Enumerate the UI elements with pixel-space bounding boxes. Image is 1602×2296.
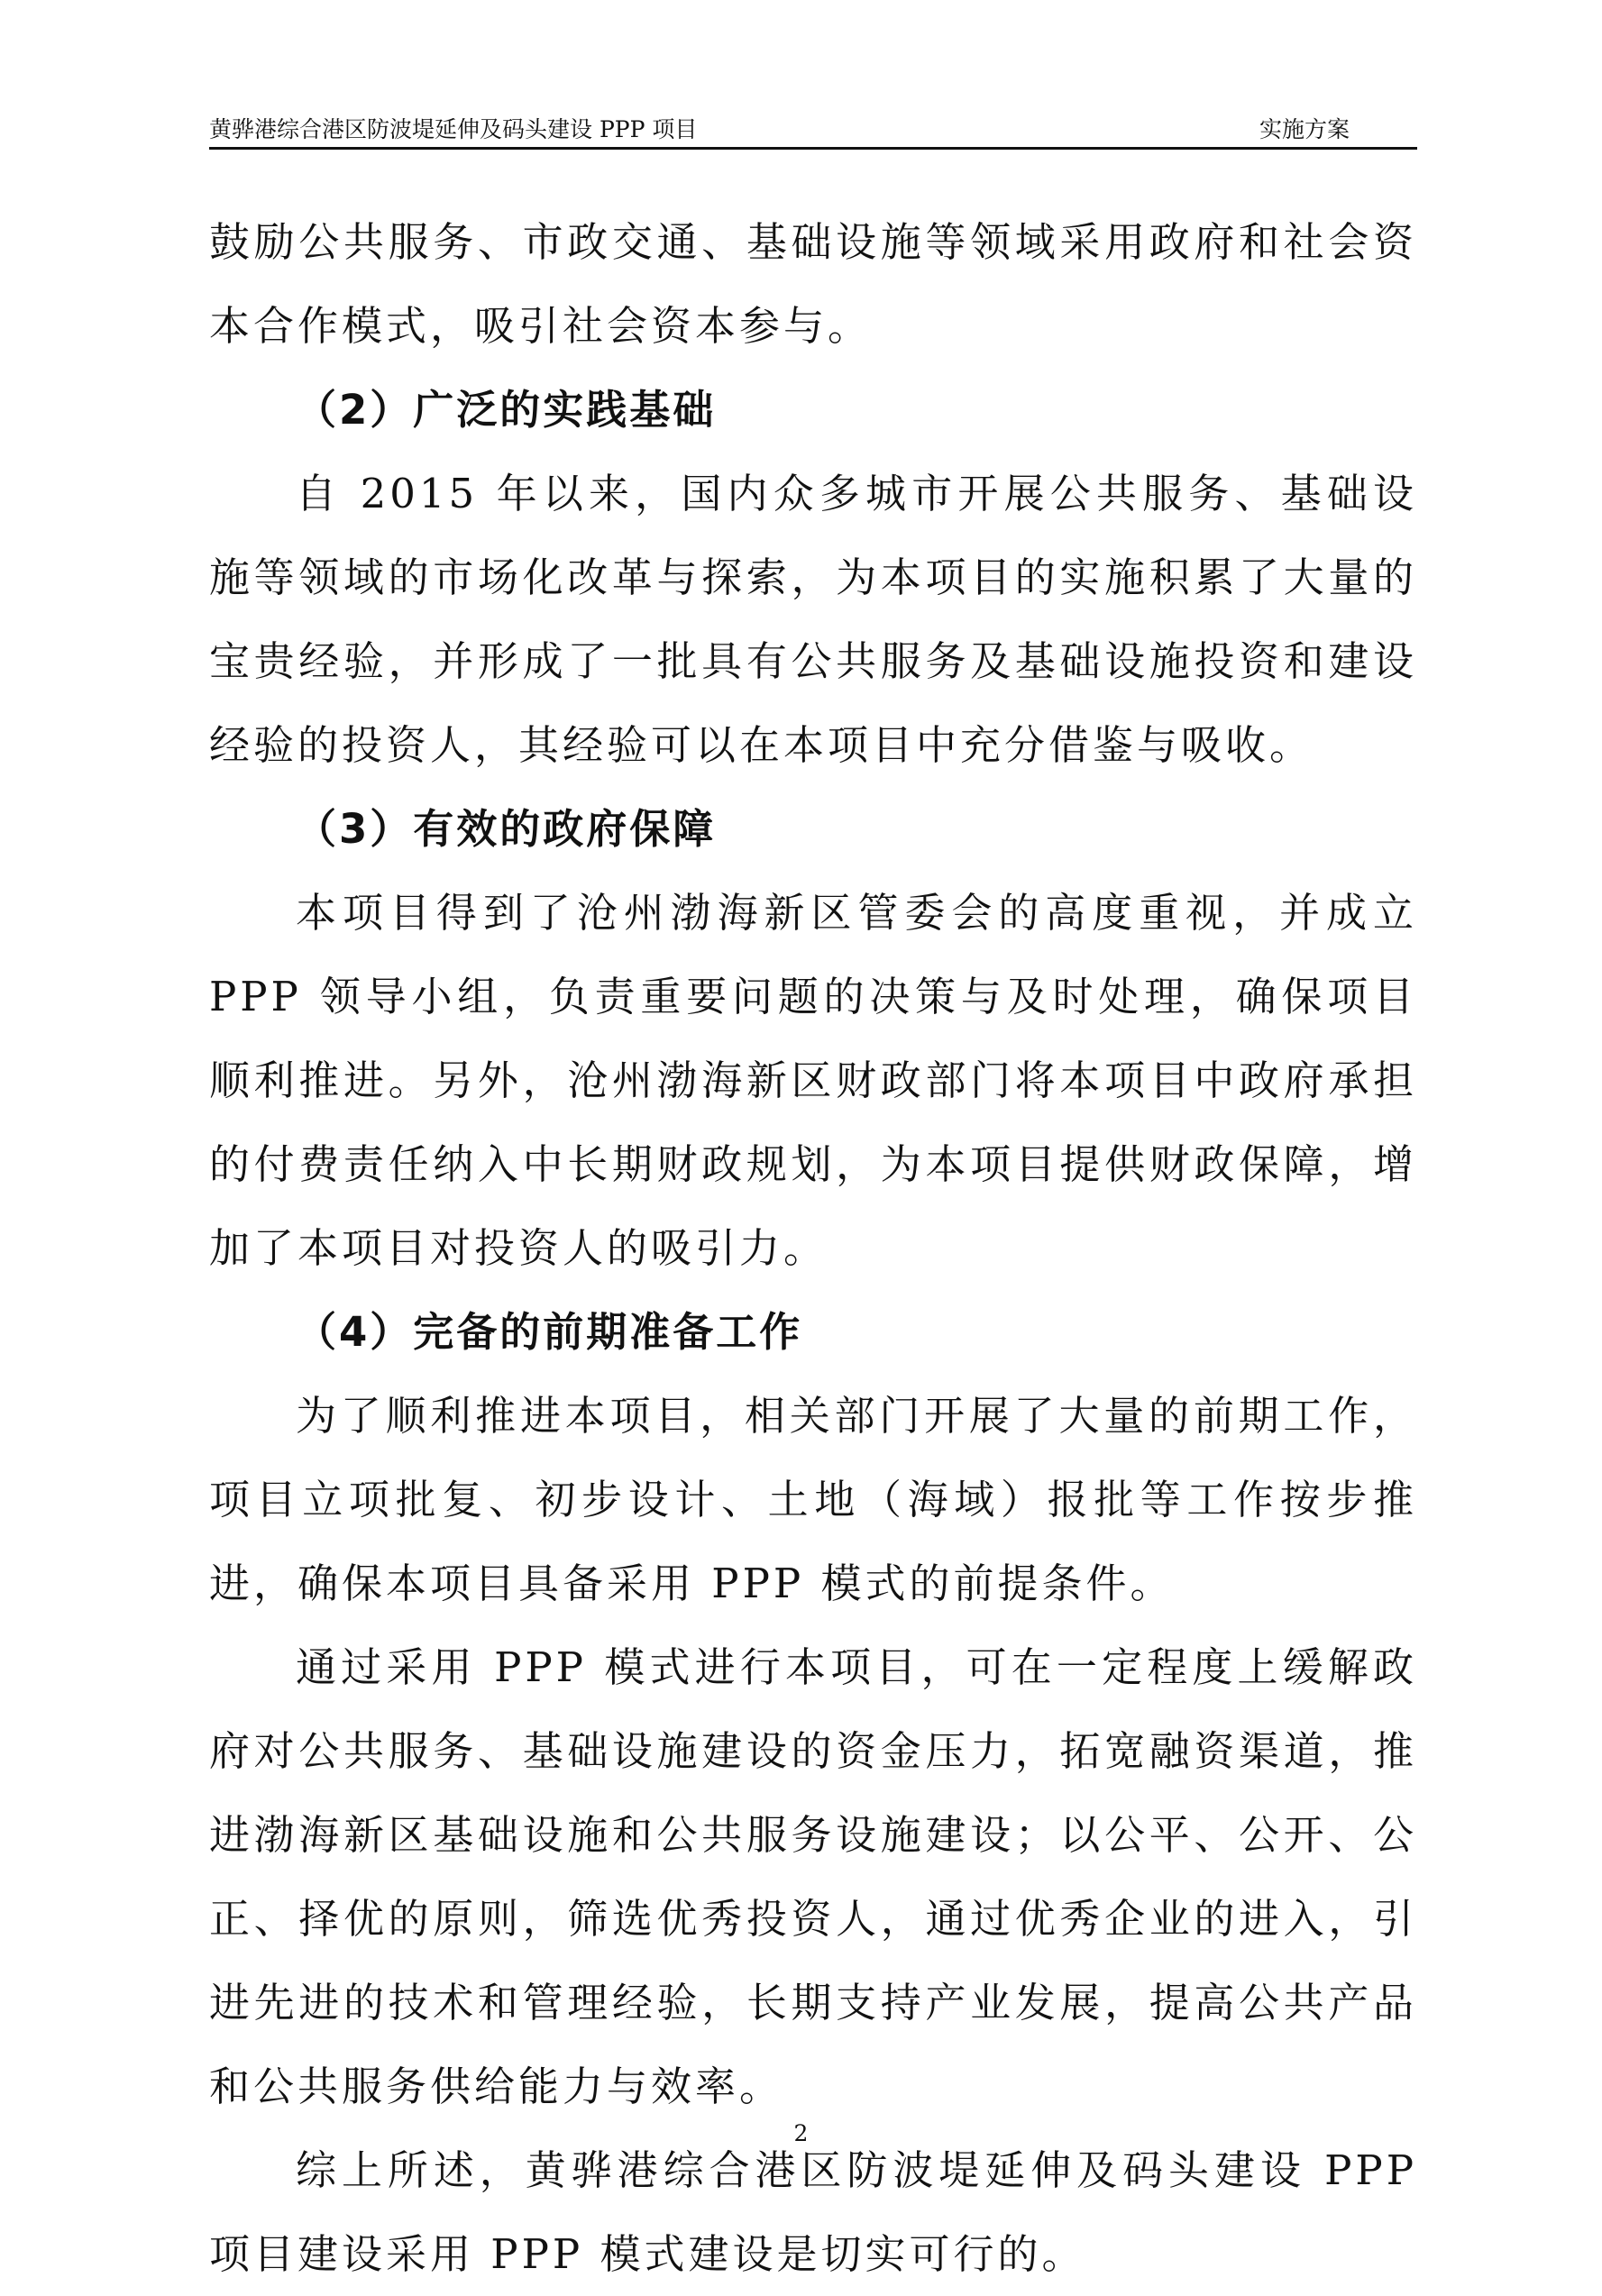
header-divider [209,147,1417,150]
header-section: 实施方案 [1259,116,1350,142]
section-heading-3: （3）有效的政府保障 [296,805,717,853]
body-text [209,200,1417,2296]
paragraph-6: 综上所述，黄骅港综合港区防波堤延伸及码头建设 PPP 项目建设采用 PPP 模式建设是切实可行的。 [209,2146,1417,2278]
running-header [209,112,1417,148]
paragraph-4: 为了顺利推进本项目，相关部门开展了大量的前期工作，项目立项批复、初步设计、土地（海域）报批等工作按步推进，确保本项目具备采用 PPP 模式的前提条件。 [209,1392,1417,1607]
page-number: 2 [793,2120,809,2146]
section-heading-4: （4）完备的前期准备工作 [296,1308,803,1356]
header-title: 黄骅港综合港区防波堤延伸及码头建设 PPP 项目 [209,116,698,142]
paragraph-2: 自 2015 年以来，国内众多城市开展公共服务、基础设施等领域的市场化改革与探索，为本项目的实施积累了大量的宝贵经验，并形成了一批具有公共服务及基础设施投资和建设经验的投资人，其经验可以在本项目中充分借鉴与吸收。 [209,470,1417,769]
paragraph-3: 本项目得到了沧州渤海新区管委会的高度重视，并成立 PPP 领导小组，负责重要问题的决策与及时处理，确保项目顺利推进。另外，沧州渤海新区财政部门将本项目中政府承担的付费责任纳入中长期财政规划，为本项目提供财政保障，增加了本项目对投资人的吸引力。 [209,889,1417,1272]
paragraph-1: 鼓励公共服务、市政交通、基础设施等领域采用政府和社会资本合作模式，吸引社会资本参与。 [209,218,1417,350]
paragraph-5: 通过采用 PPP 模式进行本项目，可在一定程度上缓解政府对公共服务、基础设施建设的资金压力，拓宽融资渠道，推进渤海新区基础设施和公共服务设施建设；以公平、公开、公正、择优的原则，筛选优秀投资人，通过优秀企业的进入，引进先进的技术和管理经验，长期支持产业发展，提高公共产品和公共服务供给能力与效率。 [209,1643,1417,2110]
section-heading-2: （2）广泛的实践基础 [296,386,717,434]
